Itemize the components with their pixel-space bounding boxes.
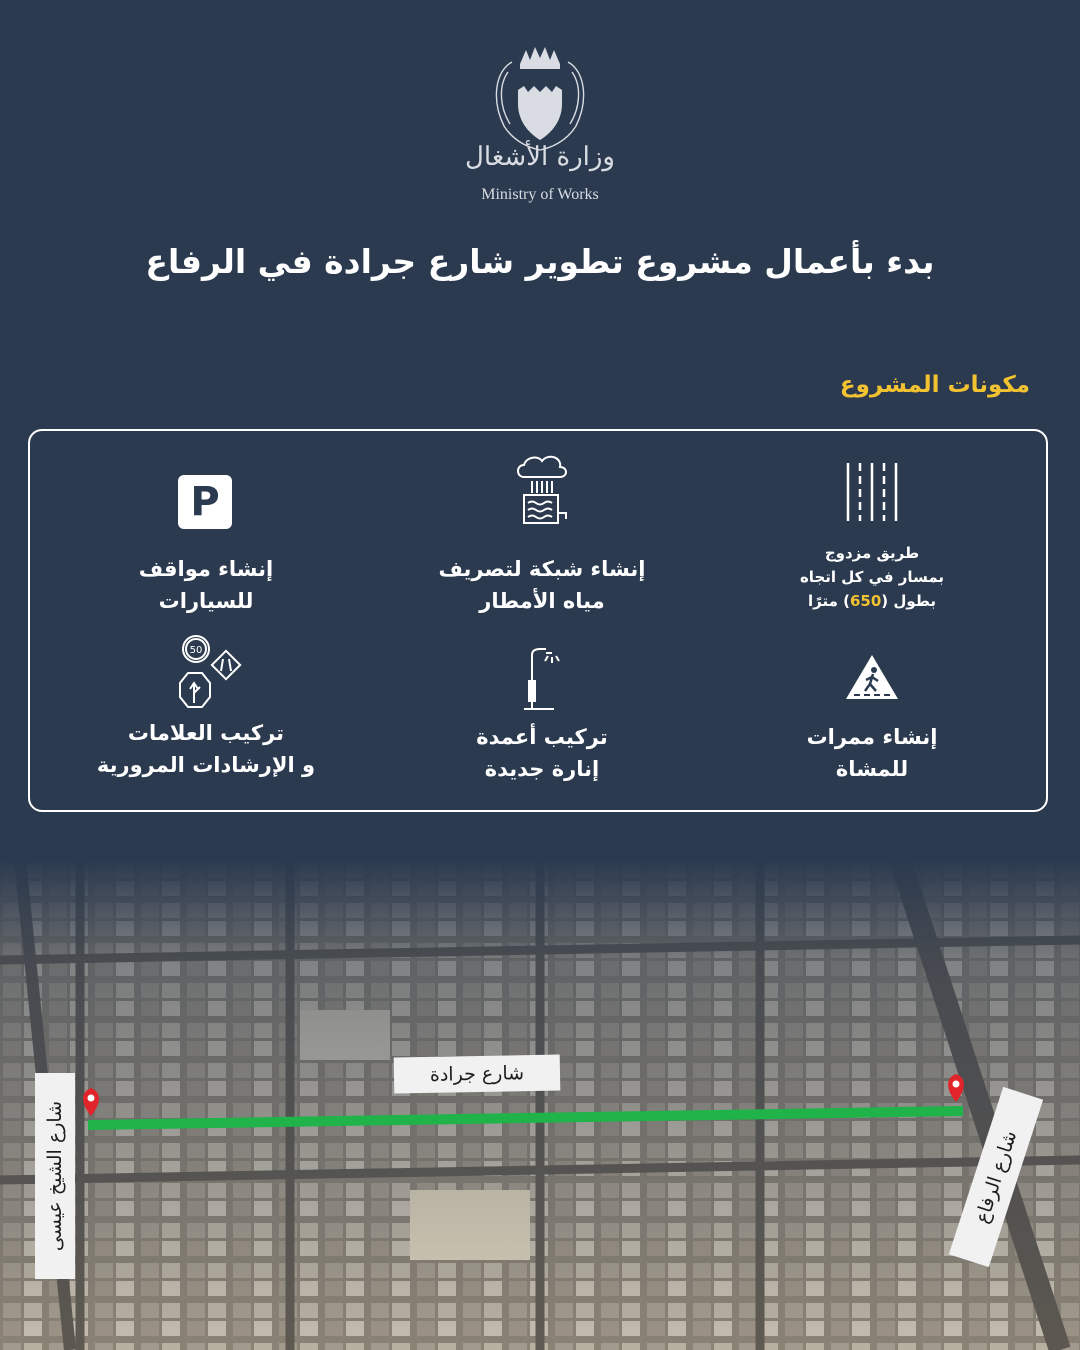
satellite-map-image — [0, 860, 1080, 1350]
component-drainage — [392, 453, 692, 623]
drainage-line-2: مياه الأمطار — [479, 589, 605, 613]
component-pedestrian — [722, 653, 1022, 783]
component-traffic-signs — [56, 633, 356, 783]
lighting-line-2: إنارة جديدة — [484, 757, 600, 781]
logo-text-english: Ministry of Works — [481, 186, 599, 203]
street-light-icon — [514, 645, 570, 711]
speed-limit-label: 50 — [189, 645, 203, 656]
pedestrian-crossing-icon — [844, 653, 900, 703]
page-title: بدء بأعمال مشروع تطوير شارع جرادة في الرفاع — [145, 242, 935, 281]
pedestrian-line-2: للمشاة — [835, 757, 909, 781]
road-length-value: 650 — [849, 592, 882, 610]
road-line-1: طريق مزدوج — [824, 544, 920, 562]
ministry-logo — [490, 42, 590, 152]
road-line-3 — [722, 589, 1022, 613]
pedestrian-line-1: إنشاء ممرات — [806, 725, 938, 749]
road-line-2: بمسار في كل اتجاه — [799, 568, 945, 586]
signs-line-2: و الإرشادات المرورية — [96, 753, 316, 777]
route-map — [0, 860, 1080, 1350]
street-label-jarada: شارع جرادة — [394, 1055, 561, 1094]
component-road — [722, 461, 1022, 621]
component-parking — [56, 475, 356, 625]
traffic-signs-icon — [172, 633, 242, 713]
lighting-line-1: تركيب أعمدة — [476, 725, 608, 749]
street-label-sheikh-isa: شارع الشيخ عيسى — [35, 1073, 75, 1279]
road-length-suffix: ) مترًا — [807, 592, 850, 610]
section-heading: مكونات المشروع — [839, 372, 1030, 398]
road-lanes-icon — [844, 461, 900, 523]
drainage-line-1: إنشاء شبكة لتصريف — [438, 557, 646, 581]
parking-line-2: للسيارات — [158, 589, 254, 613]
components-panel — [28, 429, 1048, 812]
component-lighting — [392, 645, 692, 785]
parking-line-1: إنشاء مواقف — [138, 557, 274, 581]
logo-text-arabic: وزارة الأشغال — [465, 142, 615, 172]
road-length-prefix: بطول ( — [881, 592, 937, 610]
street-label-riffa: شارع الرفاع — [949, 1087, 1043, 1267]
parking-icon: P — [178, 475, 232, 529]
rain-drainage-icon — [514, 453, 570, 527]
signs-line-1: تركيب العلامات — [127, 721, 285, 745]
